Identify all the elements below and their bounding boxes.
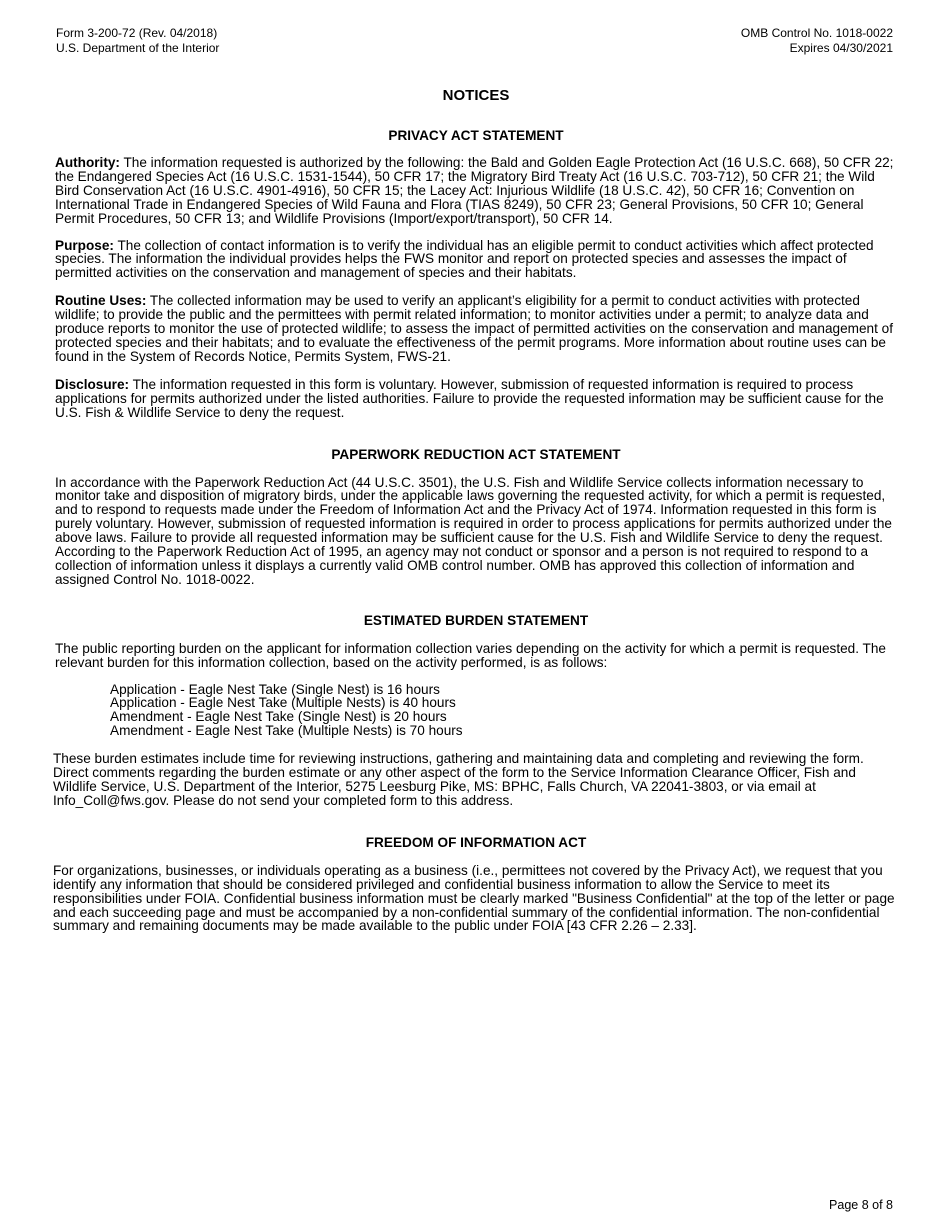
list-item: Application - Eagle Nest Take (Single Nest) is 16 hours <box>110 681 440 697</box>
burden-closing: These burden estimates include time for reviewing instructions, gathering and maintaining data and completing and reviewing the form. Direct comments regarding the burden estimate or any other aspect of the form to the Service Information Clearance Officer, Fish and Wildlife Service, U.S. Department of the Interior, 5275 Leesburg Pike, MS: BPHC, Falls Church, VA 22041-3803, or via email at Info_Coll@fws.gov. Please do not send your completed form to this address. <box>53 751 864 808</box>
paperwork-heading: PAPERWORK REDUCTION ACT STATEMENT <box>331 446 621 462</box>
form-number: Form 3-200-72 (Rev. 04/2018) <box>56 26 218 40</box>
foia-heading: FREEDOM OF INFORMATION ACT <box>365 834 587 850</box>
notices-content <box>55 87 897 933</box>
foia-paragraph: For organizations, businesses, or individuals operating as a business (i.e., permittees not covered by the Privacy Act), we request that you identify any information that should be considered privileged and confidential business information to allow the Service to meet its responsibilities under FOIA. Confidential business information must be clearly marked "Business Confidential" at the top of the letter or page and each succeeding page and must be accompanied by a non-confidential summary of the confidential information. The non-confidential summary and remaining documents may be made available to the public under FOIA [43 CFR 2.26 – 2.33]. <box>53 862 895 934</box>
list-item: Amendment - Eagle Nest Take (Multiple Nests) is 70 hours <box>110 723 463 739</box>
list-item: Amendment - Eagle Nest Take (Single Nest) is 20 hours <box>110 709 447 725</box>
authority-text: The information requested is authorized by the following: the Bald and Golden Eagle Protection Act (16 U.S.C. 668), 50 CFR 22; the Endangered Species Act (16 U.S.C. 1531-1544), 50 CFR 17; the Migratory Bird Treaty Act (16 U.S.C. 703-712), 50 CFR 21; the Wild Bird Conservation Act (16 U.S.C. 4901-4916), 50 CFR 15; the Lacey Act: Injurious Wildlife (18 U.S.C. 42), 50 CFR 16; Convention on International Trade in Endangered Species of Wild Fauna and Flora (TIAS 8249), 50 CFR 23; General Provisions, 50 CFR 10; General Permit Procedures, 50 CFR 13; and Wildlife Provisions (Import/export/transport), 50 CFR 14. <box>55 155 894 226</box>
department-name: U.S. Department of the Interior <box>56 40 220 55</box>
disclosure-text: The information requested in this form is voluntary. However, submission of requested information is required to process applications for permits authorized under the listed authorities. Failure to provide the requested information may be sufficient cause for the U.S. Fish & Wildlife Service to deny the request. <box>55 376 884 420</box>
disclosure-label: Disclosure: <box>55 376 130 392</box>
purpose-paragraph <box>55 239 897 281</box>
authority-paragraph <box>55 156 897 226</box>
burden-intro: The public reporting burden on the applicant for information collection varies depending on the activity for which a permit is requested. The relevant burden for this information collection, based on the activity performed, is as follows: <box>55 640 886 670</box>
routine-uses-label: Routine Uses: <box>55 293 147 309</box>
paperwork-paragraph: In accordance with the Paperwork Reduction Act (44 U.S.C. 3501), the U.S. Fish and Wildlife Service collects information necessary to monitor take and disposition of migratory birds, under the applicable laws governing the requested activity, for which a permit is requested, and to respond to requests made under the Freedom of Information Act and the Privacy Act of 1974. Information requested in this form is purely voluntary. However, submission of requested information is required in order to process applications for permits authorized under the above laws. Failure to provide all requested information may be sufficient cause for the U.S. Fish and Wildlife Service to deny the request. According to the Paperwork Reduction Act of 1995, an agency may not conduct or sponsor and a person is not required to respond to a collection of information unless it displays a currently valid OMB control number. OMB has approved this collection of information and assigned Control No. 1018-0022. <box>55 474 892 587</box>
purpose-text: The collection of contact information is to verify the individual has an eligible permit to conduct activities which affect protected species. The information the individual provides helps the FWS monitor and report on protected species and assesses the impact of permitted activities on the conservation and management of species and their habitats. <box>55 237 874 281</box>
page-number: Page 8 of 8 <box>829 1198 893 1212</box>
authority-label: Authority: <box>55 155 120 170</box>
burden-list <box>110 683 897 739</box>
form-header-right <box>741 26 893 55</box>
list-item: Application - Eagle Nest Take (Multiple Nests) is 40 hours <box>110 695 456 711</box>
routine-uses-paragraph <box>55 294 897 364</box>
privacy-act-heading: PRIVACY ACT STATEMENT <box>388 128 564 143</box>
omb-control-number: OMB Control No. 1018-0022 <box>740 26 893 40</box>
disclosure-paragraph <box>55 378 897 420</box>
form-header-left <box>56 26 219 55</box>
expiration-date: Expires 04/30/2021 <box>789 40 893 55</box>
burden-heading: ESTIMATED BURDEN STATEMENT <box>363 612 589 628</box>
page-title: NOTICES <box>442 87 510 104</box>
purpose-label: Purpose: <box>55 237 114 253</box>
routine-uses-text: The collected information may be used to verify an applicant’s eligibility for a permit to conduct activities with protected wildlife; to provide the public and the permittees with permit related information; to monitor activities under a permit; to analyze data and produce reports to monitor the use of protected wildlife; to assess the impact of permitted activities on the conservation and management of protected species and their habitats; and to evaluate the effectiveness of the permit programs. More information about routine uses can be found in the System of Records Notice, Permits System, FWS-21. <box>55 293 893 364</box>
